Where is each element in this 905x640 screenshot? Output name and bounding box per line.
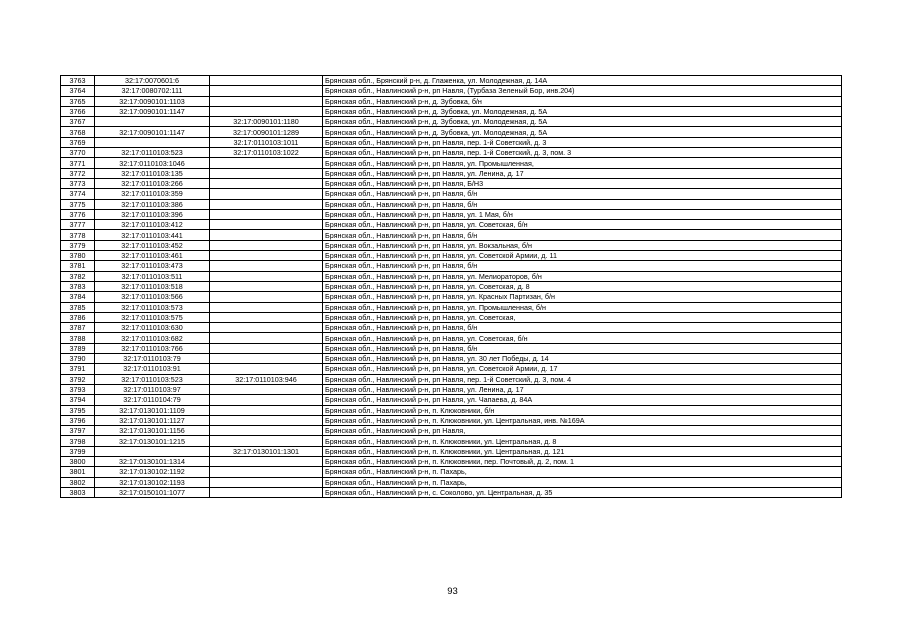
table-row [61,415,842,425]
linked-cadastral-number-cell [210,158,323,168]
table-row [61,261,842,271]
linked-cadastral-number-cell [210,230,323,240]
row-number-cell: 3788 [61,333,95,343]
address-cell: Брянская обл., Навлинский р-н, рп Навля, ул. 30 лет Победы, д. 14 [323,354,842,364]
row-number-cell: 3796 [61,415,95,425]
cadastral-number-cell: 32:17:0110103:473 [95,261,210,271]
table-row [61,364,842,374]
row-number-cell: 3781 [61,261,95,271]
cadastral-number-cell: 32:17:0130101:1156 [95,426,210,436]
table-row [61,168,842,178]
table-row [61,148,842,158]
address-cell: Брянская обл., Навлинский р-н, рп Навля, ул. Вокзальная, б/н [323,240,842,250]
table-row [61,76,842,86]
address-cell: Брянская обл., Навлинский р-н, рп Навля, ул. 1 Мая, б/н [323,209,842,219]
registry-table-body [61,76,842,498]
linked-cadastral-number-cell [210,467,323,477]
row-number-cell: 3800 [61,456,95,466]
address-cell: Брянская обл., Навлинский р-н, рп Навля, б/н [323,189,842,199]
table-row [61,343,842,353]
linked-cadastral-number-cell [210,302,323,312]
cadastral-number-cell: 32:17:0110103:441 [95,230,210,240]
table-row [61,230,842,240]
address-cell: Брянская обл., Брянский р-н, д. Глаженка, ул. Молодежная, д. 14А [323,76,842,86]
cadastral-number-cell: 32:17:0130102:1192 [95,467,210,477]
row-number-cell: 3764 [61,86,95,96]
table-row [61,436,842,446]
address-cell: Брянская обл., Навлинский р-н, рп Навля, [323,426,842,436]
table-row [61,446,842,456]
table-row [61,477,842,487]
linked-cadastral-number-cell [210,405,323,415]
row-number-cell: 3785 [61,302,95,312]
address-cell: Брянская обл., Навлинский р-н, рп Навля, ул. Советская, [323,312,842,322]
cadastral-number-cell: 32:17:0110103:266 [95,178,210,188]
table-row [61,426,842,436]
row-number-cell: 3777 [61,220,95,230]
row-number-cell: 3780 [61,251,95,261]
cadastral-number-cell: 32:17:0110103:91 [95,364,210,374]
address-cell: Брянская обл., Навлинский р-н, рп Навля, пер. 1-й Советский, д. 3 [323,137,842,147]
linked-cadastral-number-cell [210,415,323,425]
page-number: 93 [447,586,458,597]
row-number-cell: 3792 [61,374,95,384]
address-cell: Брянская обл., Навлинский р-н, п. Пахарь, [323,477,842,487]
linked-cadastral-number-cell: 32:17:0110103:946 [210,374,323,384]
address-cell: Брянская обл., Навлинский р-н, рп Навля, ул. Ленина, д. 17 [323,384,842,394]
table-row [61,467,842,477]
table-row [61,189,842,199]
linked-cadastral-number-cell [210,395,323,405]
row-number-cell: 3791 [61,364,95,374]
address-cell: Брянская обл., Навлинский р-н, п. Клюковники, пер. Почтовый, д. 2, пом. 1 [323,456,842,466]
row-number-cell: 3803 [61,487,95,497]
table-row [61,96,842,106]
linked-cadastral-number-cell [210,178,323,188]
address-cell: Брянская обл., Навлинский р-н, рп Навля, Б/Н3 [323,178,842,188]
linked-cadastral-number-cell: 32:17:0110103:1022 [210,148,323,158]
table-row [61,333,842,343]
linked-cadastral-number-cell [210,220,323,230]
cadastral-number-cell: 32:17:0110103:518 [95,281,210,291]
address-cell: Брянская обл., Навлинский р-н, п. Клюковники, ул. Центральная, инв. №169А [323,415,842,425]
linked-cadastral-number-cell [210,364,323,374]
address-cell: Брянская обл., Навлинский р-н, д. Зубовка, ул. Молодежная, д. 5А [323,117,842,127]
address-cell: Брянская обл., Навлинский р-н, д. Зубовка, ул. Молодежная, д. 5А [323,106,842,116]
cadastral-number-cell: 32:17:0090101:1103 [95,96,210,106]
cadastral-number-cell: 32:17:0150101:1077 [95,487,210,497]
address-cell: Брянская обл., Навлинский р-н, рп Навля, б/н [323,230,842,240]
cadastral-number-cell: 32:17:0110103:79 [95,354,210,364]
address-cell: Брянская обл., Навлинский р-н, рп Навля, ул. Советская, д. 8 [323,281,842,291]
table-row [61,405,842,415]
row-number-cell: 3770 [61,148,95,158]
linked-cadastral-number-cell [210,487,323,497]
cadastral-number-cell: 32:17:0130102:1193 [95,477,210,487]
cadastral-number-cell: 32:17:0090101:1147 [95,127,210,137]
row-number-cell: 3786 [61,312,95,322]
cadastral-number-cell: 32:17:0130101:1215 [95,436,210,446]
linked-cadastral-number-cell: 32:17:0090101:1289 [210,127,323,137]
linked-cadastral-number-cell [210,96,323,106]
address-cell: Брянская обл., Навлинский р-н, рп Навля, ул. Промышленная, [323,158,842,168]
cadastral-number-cell: 32:17:0110103:97 [95,384,210,394]
cadastral-number-cell: 32:17:0110103:630 [95,323,210,333]
row-number-cell: 3795 [61,405,95,415]
cadastral-number-cell: 32:17:0110103:386 [95,199,210,209]
linked-cadastral-number-cell [210,456,323,466]
cadastral-number-cell: 32:17:0080702:111 [95,86,210,96]
linked-cadastral-number-cell [210,477,323,487]
registry-table [60,75,842,498]
address-cell: Брянская обл., Навлинский р-н, п. Клюковники, ул. Центральная, д. 8 [323,436,842,446]
linked-cadastral-number-cell [210,343,323,353]
table-row [61,209,842,219]
linked-cadastral-number-cell [210,436,323,446]
row-number-cell: 3768 [61,127,95,137]
row-number-cell: 3782 [61,271,95,281]
cadastral-number-cell: 32:17:0110103:461 [95,251,210,261]
linked-cadastral-number-cell [210,323,323,333]
table-row [61,312,842,322]
row-number-cell: 3798 [61,436,95,446]
address-cell: Брянская обл., Навлинский р-н, рп Навля, ул. Советской Армии, д. 11 [323,251,842,261]
row-number-cell: 3789 [61,343,95,353]
table-row [61,384,842,394]
table-row [61,220,842,230]
cadastral-number-cell: 32:17:0110103:135 [95,168,210,178]
cadastral-number-cell: 32:17:0110103:766 [95,343,210,353]
row-number-cell: 3802 [61,477,95,487]
row-number-cell: 3784 [61,292,95,302]
cadastral-number-cell: 32:17:0110103:573 [95,302,210,312]
row-number-cell: 3775 [61,199,95,209]
table-row [61,292,842,302]
linked-cadastral-number-cell [210,426,323,436]
row-number-cell: 3778 [61,230,95,240]
cadastral-number-cell: 32:17:0130101:1314 [95,456,210,466]
table-row [61,158,842,168]
table-row [61,106,842,116]
cadastral-number-cell: 32:17:0110103:452 [95,240,210,250]
row-number-cell: 3771 [61,158,95,168]
address-cell: Брянская обл., Навлинский р-н, рп Навля, ул. Советская, б/н [323,220,842,230]
address-cell: Брянская обл., Навлинский р-н, рп Навля, ул. Советской Армии, д. 17 [323,364,842,374]
linked-cadastral-number-cell [210,333,323,343]
cadastral-number-cell: 32:17:0110103:359 [95,189,210,199]
cadastral-number-cell: 32:17:0130101:1127 [95,415,210,425]
linked-cadastral-number-cell [210,86,323,96]
address-cell: Брянская обл., Навлинский р-н, рп Навля, ул. Чапаева, д. 84А [323,395,842,405]
linked-cadastral-number-cell [210,261,323,271]
row-number-cell: 3790 [61,354,95,364]
table-row [61,456,842,466]
linked-cadastral-number-cell [210,209,323,219]
address-cell: Брянская обл., Навлинский р-н, рп Навля, пер. 1-й Советский, д. 3, пом. 3 [323,148,842,158]
address-cell: Брянская обл., Навлинский р-н, рп Навля, ул. Советская, б/н [323,333,842,343]
row-number-cell: 3769 [61,137,95,147]
table-row [61,487,842,497]
address-cell: Брянская обл., Навлинский р-н, рп Навля, (Турбаза Зеленый Бор, инв.204) [323,86,842,96]
linked-cadastral-number-cell [210,240,323,250]
table-row [61,302,842,312]
linked-cadastral-number-cell [210,312,323,322]
linked-cadastral-number-cell [210,189,323,199]
address-cell: Брянская обл., Навлинский р-н, д. Зубовка, ул. Молодежная, д. 5А [323,127,842,137]
cadastral-number-cell: 32:17:0110103:1046 [95,158,210,168]
cadastral-number-cell [95,117,210,127]
cadastral-number-cell: 32:17:0110103:396 [95,209,210,219]
address-cell: Брянская обл., Навлинский р-н, рп Навля, пер. 1-й Советский, д. 3, пом. 4 [323,374,842,384]
linked-cadastral-number-cell [210,76,323,86]
table-row [61,127,842,137]
linked-cadastral-number-cell [210,251,323,261]
linked-cadastral-number-cell [210,271,323,281]
table-row [61,117,842,127]
address-cell: Брянская обл., Навлинский р-н, рп Навля, б/н [323,261,842,271]
cadastral-number-cell [95,137,210,147]
row-number-cell: 3765 [61,96,95,106]
table-row [61,374,842,384]
address-cell: Брянская обл., Навлинский р-н, рп Навля, б/н [323,323,842,333]
table-row [61,251,842,261]
cadastral-number-cell: 32:17:0090101:1147 [95,106,210,116]
linked-cadastral-number-cell: 32:17:0090101:1180 [210,117,323,127]
linked-cadastral-number-cell [210,354,323,364]
row-number-cell: 3773 [61,178,95,188]
linked-cadastral-number-cell [210,384,323,394]
cadastral-number-cell: 32:17:0110103:511 [95,271,210,281]
cadastral-number-cell: 32:17:0110103:523 [95,148,210,158]
cadastral-number-cell: 32:17:0110103:412 [95,220,210,230]
row-number-cell: 3793 [61,384,95,394]
table-row [61,395,842,405]
cadastral-number-cell: 32:17:0110104:79 [95,395,210,405]
address-cell: Брянская обл., Навлинский р-н, рп Навля, ул. Промышленная, б/н [323,302,842,312]
row-number-cell: 3801 [61,467,95,477]
address-cell: Брянская обл., Навлинский р-н, рп Навля, б/н [323,343,842,353]
table-row [61,178,842,188]
row-number-cell: 3772 [61,168,95,178]
address-cell: Брянская обл., Навлинский р-н, д. Зубовка, б/н [323,96,842,106]
table-row [61,199,842,209]
linked-cadastral-number-cell [210,199,323,209]
row-number-cell: 3779 [61,240,95,250]
row-number-cell: 3783 [61,281,95,291]
cadastral-number-cell: 32:17:0110103:566 [95,292,210,302]
address-cell: Брянская обл., Навлинский р-н, п. Пахарь, [323,467,842,477]
table-row [61,86,842,96]
linked-cadastral-number-cell: 32:17:0130101:1301 [210,446,323,456]
cadastral-number-cell: 32:17:0110103:682 [95,333,210,343]
row-number-cell: 3799 [61,446,95,456]
table-row [61,281,842,291]
linked-cadastral-number-cell [210,281,323,291]
address-cell: Брянская обл., Навлинский р-н, рп Навля, ул. Красных Партизан, б/н [323,292,842,302]
table-row [61,271,842,281]
row-number-cell: 3776 [61,209,95,219]
cadastral-number-cell: 32:17:0110103:523 [95,374,210,384]
address-cell: Брянская обл., Навлинский р-н, рп Навля, ул. Мелиораторов, б/н [323,271,842,281]
address-cell: Брянская обл., Навлинский р-н, рп Навля, б/н [323,199,842,209]
address-cell: Брянская обл., Навлинский р-н, рп Навля, ул. Ленина, д. 17 [323,168,842,178]
linked-cadastral-number-cell [210,168,323,178]
cadastral-number-cell [95,446,210,456]
row-number-cell: 3763 [61,76,95,86]
row-number-cell: 3774 [61,189,95,199]
address-cell: Брянская обл., Навлинский р-н, с. Соколово, ул. Центральная, д. 35 [323,487,842,497]
table-row [61,240,842,250]
row-number-cell: 3766 [61,106,95,116]
address-cell: Брянская обл., Навлинский р-н, п. Клюковники, ул. Центральная, д. 121 [323,446,842,456]
cadastral-number-cell: 32:17:0110103:575 [95,312,210,322]
linked-cadastral-number-cell [210,106,323,116]
table-row [61,354,842,364]
linked-cadastral-number-cell [210,292,323,302]
cadastral-number-cell: 32:17:0130101:1109 [95,405,210,415]
address-cell: Брянская обл., Навлинский р-н, п. Клюковники, б/н [323,405,842,415]
row-number-cell: 3797 [61,426,95,436]
row-number-cell: 3787 [61,323,95,333]
table-row [61,323,842,333]
cadastral-number-cell: 32:17:0070601:6 [95,76,210,86]
row-number-cell: 3794 [61,395,95,405]
table-row [61,137,842,147]
linked-cadastral-number-cell: 32:17:0110103:1011 [210,137,323,147]
row-number-cell: 3767 [61,117,95,127]
